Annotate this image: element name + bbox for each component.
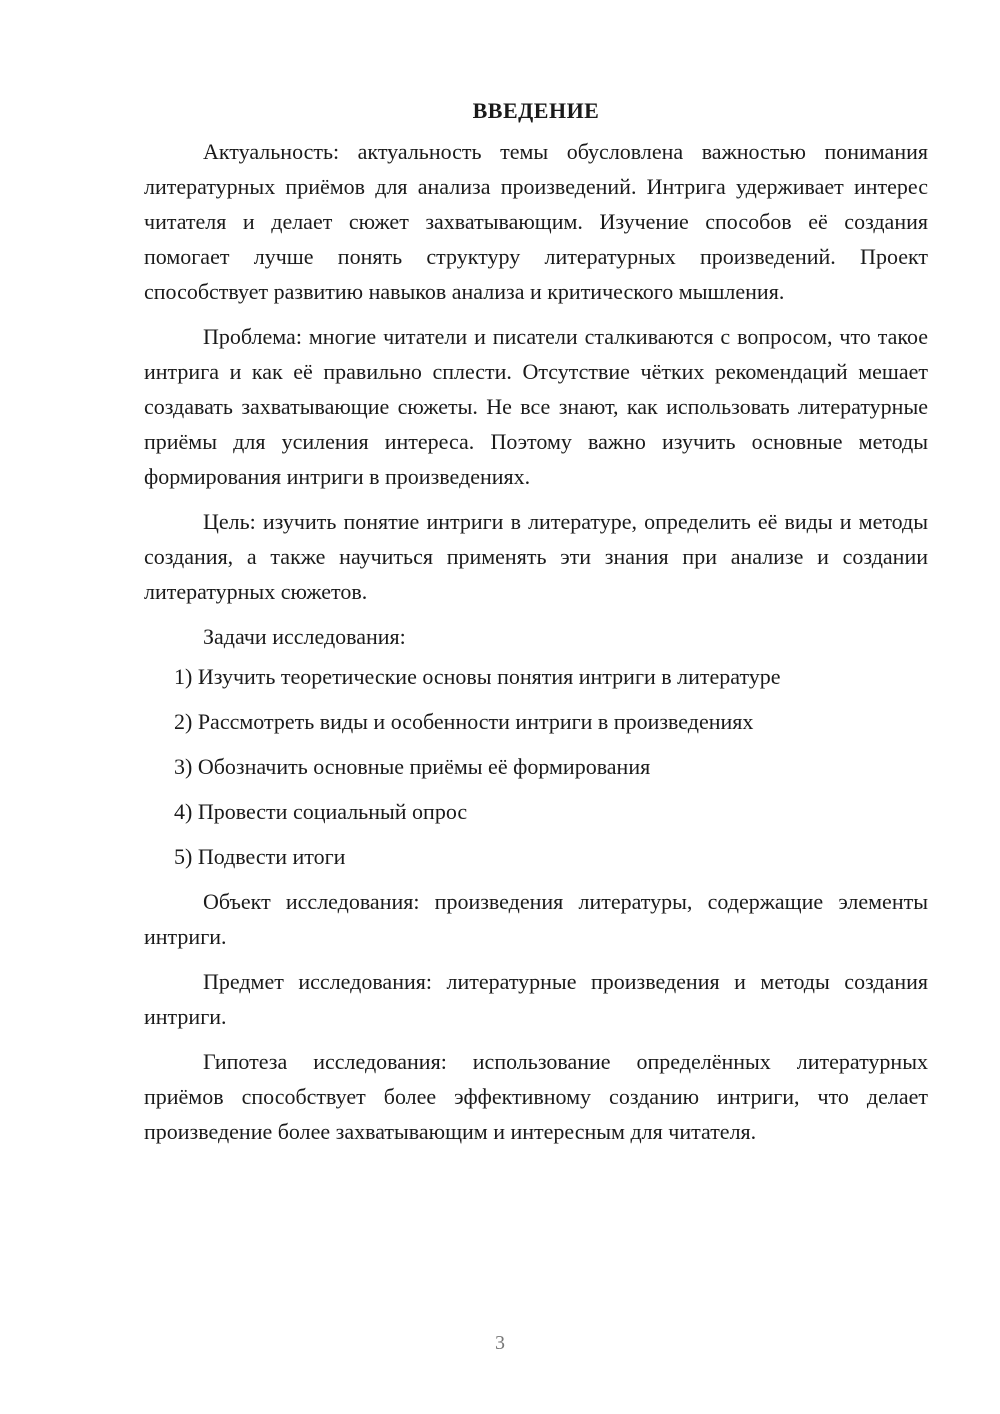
task-item: 2) Рассмотреть виды и особенности интриги в произведениях xyxy=(174,709,754,734)
tasks-list xyxy=(144,659,928,874)
task-item: 1) Изучить теоретические основы понятия интриги в литературе xyxy=(174,664,781,689)
hypothesis-paragraph: Гипотеза исследования: использование определённых литературных приёмов способствует более эффективному созданию интриги, что делает произведение более захватывающим и интересным для читателя. xyxy=(144,1049,928,1144)
task-item: 4) Провести социальный опрос xyxy=(174,799,468,824)
page-title: ВВЕДЕНИЕ xyxy=(472,98,600,123)
tasks-heading: Задачи исследования: xyxy=(203,624,406,649)
page-number: 3 xyxy=(495,1332,505,1354)
task-item: 3) Обозначить основные приёмы её формирования xyxy=(174,754,651,779)
task-item: 5) Подвести итоги xyxy=(174,844,346,869)
goal-paragraph: Цель: изучить понятие интриги в литературе, определить её виды и методы создания, а также научиться применять эти знания при анализе и создании литературных сюжетов. xyxy=(144,509,928,604)
problem-paragraph: Проблема: многие читатели и писатели сталкиваются с вопросом, что такое интрига и как её правильно сплести. Отсутствие чётких рекомендаций мешает создавать захватывающие сюжеты. Не все знают, как использовать литературные приёмы для усиления интереса. Поэтому важно изучить основные методы формирования интриги в произведениях. xyxy=(144,324,928,489)
relevance-paragraph: Актуальность: актуальность темы обусловлена важностью понимания литературных приёмов для анализа произведений. Интрига удерживает интерес читателя и делает сюжет захватывающим. Изучение способов её создания помогает лучше понять структуру литературных произведений. Проект способствует развитию навыков анализа и критического мышления. xyxy=(144,139,928,304)
object-paragraph: Объект исследования: произведения литературы, содержащие элементы интриги. xyxy=(144,889,928,949)
document-page xyxy=(144,92,928,1159)
subject-paragraph: Предмет исследования: литературные произведения и методы создания интриги. xyxy=(144,969,928,1029)
